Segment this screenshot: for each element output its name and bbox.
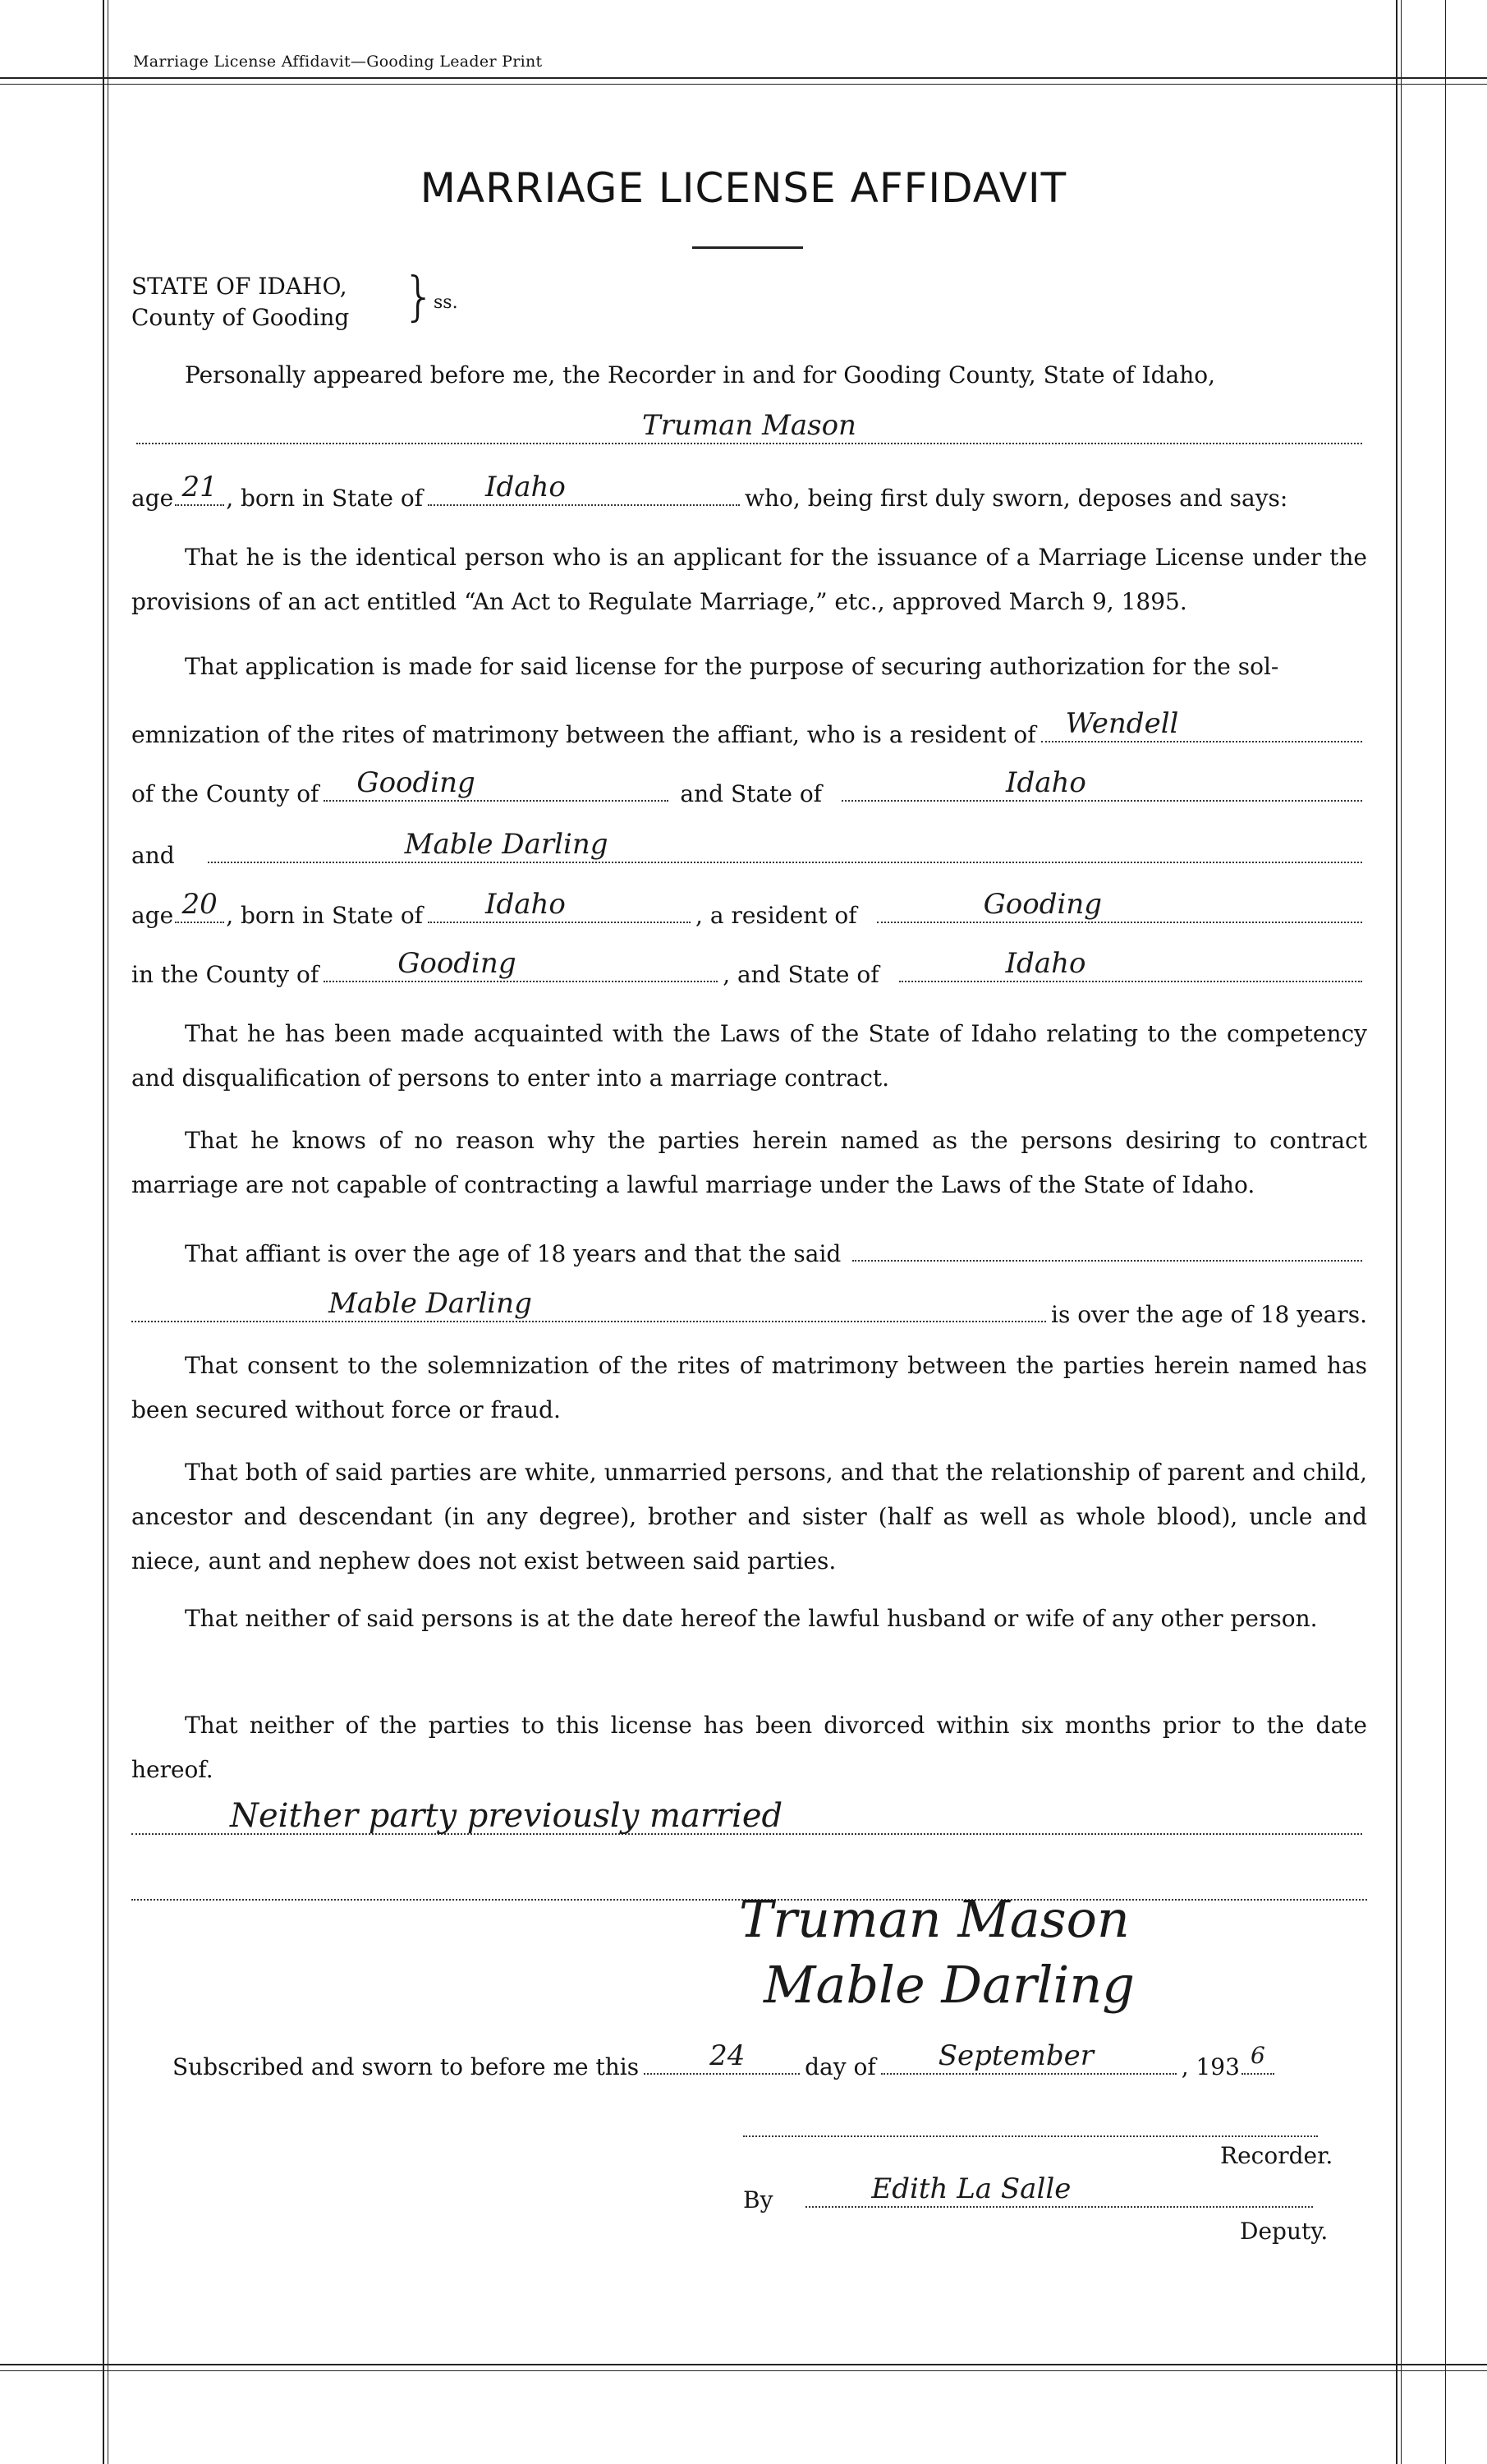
bride-state-label: , and State of (723, 961, 879, 988)
para-consent: That consent to the solemnization of the rites of matrimony between the parties herein named has been secured without force or fraud. (131, 1352, 1367, 1423)
bride-age-label: age (131, 902, 174, 929)
sworn-day-handwriting: 24 (709, 2039, 746, 2072)
sworn-line (172, 2039, 1367, 2080)
affiant-birth-state-handwriting: Idaho (485, 471, 566, 503)
bride-county-label: in the County of (131, 961, 319, 988)
sworn-month-handwriting: September (938, 2039, 1095, 2072)
para-acquainted: That he has been made acquainted with the Laws of the State of Idaho relating to the competency and disqualification of persons to enter into a marriage contract. (131, 1020, 1367, 1092)
over-age-line (131, 1232, 1367, 1267)
right-rule-thin (1401, 0, 1402, 2464)
recorder-signature-line (743, 2135, 1318, 2137)
bride-county-handwriting: Gooding (397, 947, 516, 980)
solemnization-label: emnization of the rites of matrimony between the affiant, who is a resident of (131, 721, 1036, 748)
over-age-name-handwriting: Mable Darling (328, 1287, 532, 1320)
bottom-rule-thin (0, 2370, 1487, 2371)
bride-signature: Mable Darling (764, 1955, 1135, 2015)
over-age-name-field (131, 1287, 1046, 1322)
affiant-age-handwriting: 21 (181, 471, 218, 503)
affiant-age-field (175, 471, 224, 506)
sworn-day-field (644, 2039, 800, 2075)
application-text: That application is made for said license for the purpose of securing authorization for the sol- (185, 653, 1279, 680)
and-label: and (131, 842, 175, 869)
affiant-state-label: and State of (680, 780, 823, 807)
affiant-age-line (131, 471, 1367, 512)
bride-birth-state-handwriting: Idaho (485, 888, 566, 921)
affiant-county-field (324, 766, 668, 802)
affiant-name-field (136, 409, 1362, 444)
affiant-county-handwriting: Gooding (356, 766, 475, 799)
bride-age-handwriting: 20 (181, 888, 218, 921)
by-label: By (743, 2186, 773, 2213)
remark-line (131, 1797, 1367, 1835)
solemnization-line (131, 707, 1367, 748)
left-rule (103, 0, 104, 2464)
application-line (131, 653, 1367, 680)
sworn-label: Subscribed and sworn to before me this (172, 2053, 640, 2080)
affiant-age-label: age (131, 485, 174, 512)
over-age-suffix: is over the age of 18 years. (1051, 1301, 1367, 1328)
affiant-birth-state-field (428, 471, 740, 506)
venue-ss: ss. (434, 292, 458, 313)
venue-state: STATE OF IDAHO, (131, 273, 347, 300)
affiant-name-handwriting: Truman Mason (642, 409, 856, 442)
document-title: MARRIAGE LICENSE AFFIDAVIT (420, 164, 1067, 212)
para-divorced: That neither of the parties to this license has been divorced within six months prior to the date hereof. (131, 1712, 1367, 1783)
affiant-state-field (842, 766, 1362, 802)
bride-state-field (899, 947, 1362, 982)
remark-field (131, 1797, 1362, 1835)
para-white: That both of said parties are white, unmarried persons, and that the relationship of parent and child, ancestor and descendant (in any degree), brother and sister (half as well as whole blood), uncle and niece, aunt and nephew does not exist between said parties. (131, 1459, 1367, 1574)
top-rule-thin (0, 84, 1487, 85)
top-rule (0, 77, 1487, 79)
bride-county-line (131, 947, 1367, 988)
bride-name-handwriting: Mable Darling (404, 828, 608, 861)
sworn-year-field (1241, 2042, 1274, 2075)
venue-block (131, 271, 349, 333)
affiant-residence-handwriting: Wendell (1065, 707, 1179, 740)
bride-age-line (131, 888, 1367, 929)
affiant-sworn-label: who, being first duly sworn, deposes and says: (745, 485, 1288, 512)
deputy-signature-handwriting: Edith La Salle (871, 2172, 1072, 2205)
bride-age-field (175, 888, 224, 923)
affiant-born-label: , born in State of (226, 485, 424, 512)
printer-note: Marriage License Affidavit—Gooding Leader Print (133, 53, 543, 71)
affiant-signature: Truman Mason (739, 1889, 1130, 1949)
bride-state-handwriting: Idaho (1005, 947, 1086, 980)
bride-name-line (131, 828, 1367, 869)
bride-residence-handwriting: Gooding (983, 888, 1103, 921)
affiant-county-line (131, 766, 1367, 807)
recorder-label: Recorder. (1220, 2142, 1333, 2169)
deputy-signature-field (805, 2172, 1313, 2208)
right-rule (1396, 0, 1398, 2464)
deputy-line (743, 2172, 1318, 2213)
remark-handwriting: Neither party previously married (230, 1797, 783, 1835)
para-husband: That neither of said persons is at the date hereof the lawful husband or wife of any other person. (185, 1605, 1318, 1632)
venue-brace: } (402, 267, 436, 328)
bride-birth-state-field (428, 888, 691, 923)
intro-text: Personally appeared before me, the Recorder in and for Gooding County, State of Idaho, (185, 361, 1216, 388)
bride-born-label: , born in State of (226, 902, 424, 929)
para-no-reason: That he knows of no reason why the parties herein named as the persons desiring to contract marriage are not capable of contracting a lawful marriage under the Laws of the State of Idaho. (131, 1127, 1367, 1198)
para-identical: That he is the identical person who is an applicant for the issuance of a Marriage License under the provisions of an act entitled “An Act to Regulate Marriage,” etc., approved March 9, 1895. (131, 544, 1367, 615)
over-age-blank (852, 1232, 1362, 1262)
affiant-state-handwriting: Idaho (1006, 766, 1086, 799)
intro-line (131, 361, 1367, 388)
bride-resident-label: , a resident of (695, 902, 857, 929)
affiant-county-label: of the County of (131, 780, 319, 807)
right-outer-rule (1445, 0, 1446, 2464)
affiant-name-line (131, 409, 1367, 444)
bride-name-field (208, 828, 1362, 863)
over-age-label: That affiant is over the age of 18 years and that the said (185, 1240, 842, 1267)
sworn-year-prefix: , 193 (1181, 2053, 1240, 2080)
sworn-year-handwriting: 6 (1251, 2042, 1265, 2069)
over-age-name-line (131, 1287, 1367, 1328)
sworn-day-of-label: day of (805, 2053, 876, 2080)
affiant-residence-field (1041, 707, 1362, 742)
venue-county: County of Gooding (131, 304, 350, 331)
deputy-label: Deputy. (1240, 2218, 1329, 2245)
bride-county-field (324, 947, 718, 982)
bride-residence-field (877, 888, 1362, 923)
sworn-month-field (881, 2039, 1177, 2075)
bottom-rule (0, 2364, 1487, 2365)
title-underline (692, 246, 803, 249)
